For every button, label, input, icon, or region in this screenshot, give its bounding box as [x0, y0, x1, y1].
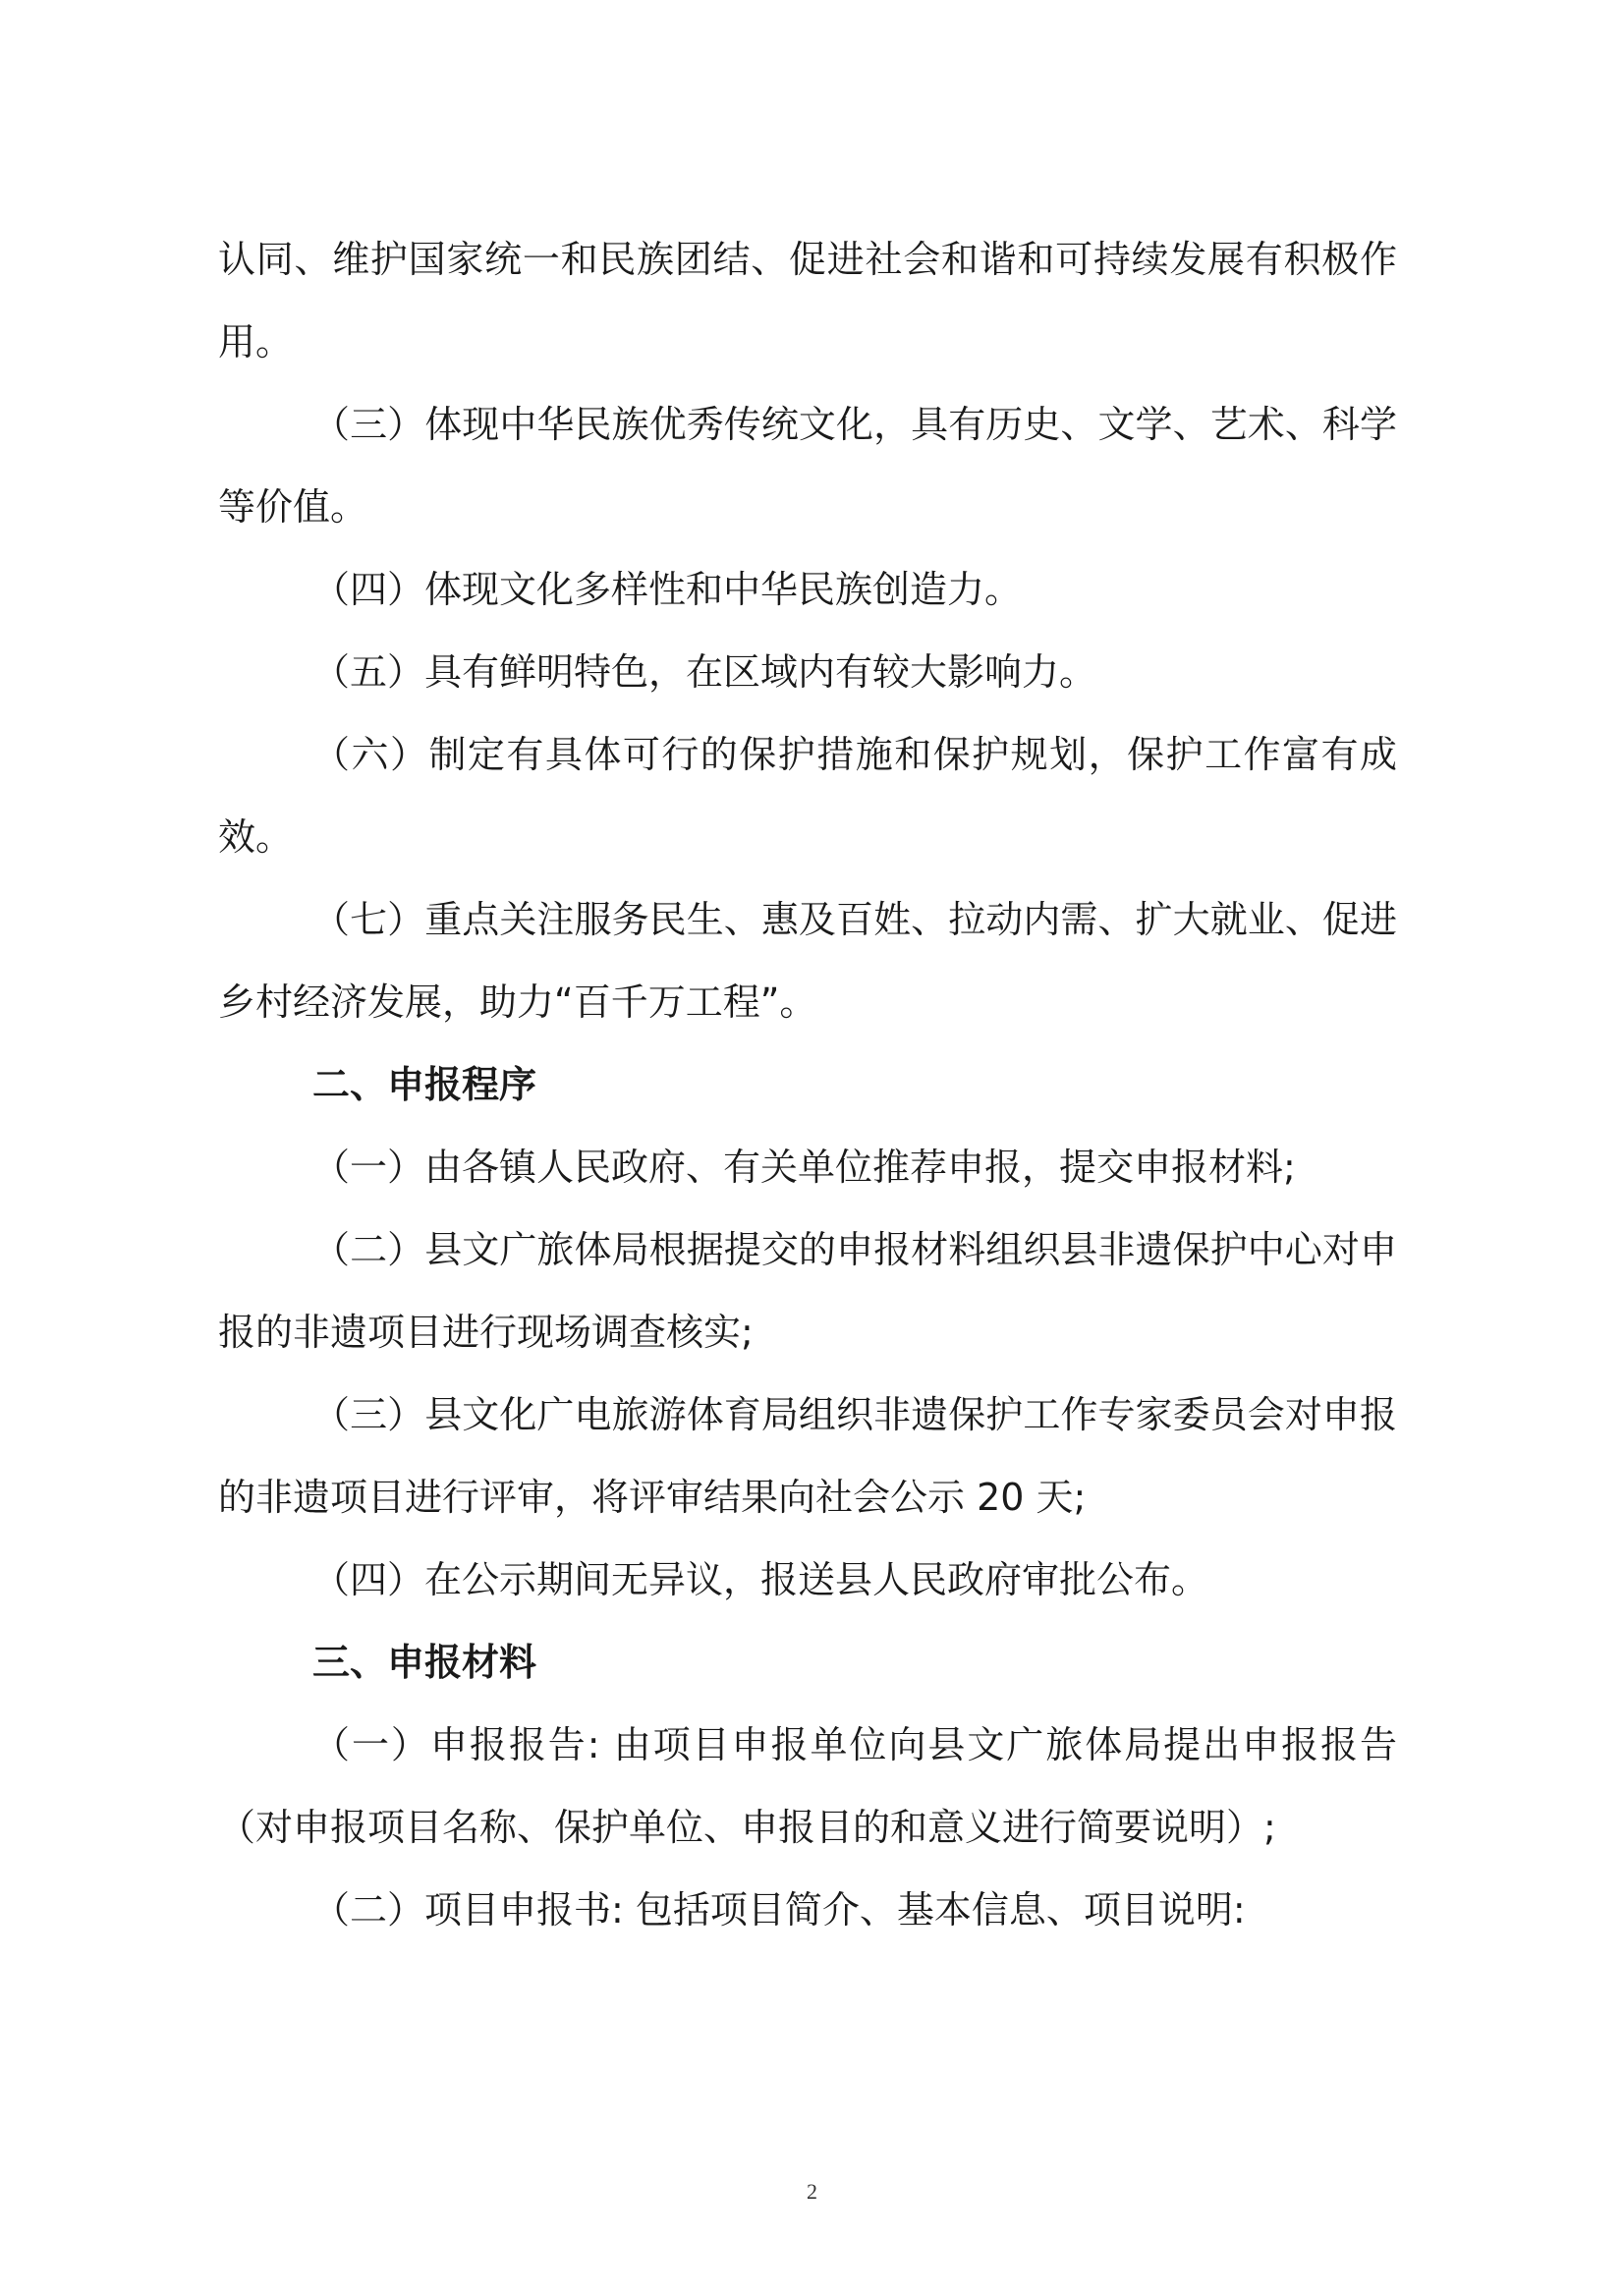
paragraph-criterion-7: （七）重点关注服务民生、惠及百姓、拉动内需、扩大就业、促进乡村经济发展，助力“百千万工程”。: [218, 898, 1397, 1024]
paragraph-procedure-1: （一）由各镇人民政府、有关单位推荐申报，提交申报材料;: [312, 1146, 1296, 1189]
document-body: [218, 218, 1397, 1951]
page-number: 2: [807, 2179, 817, 2204]
section-heading-materials: 三、申报材料: [312, 1641, 537, 1684]
paragraph-criterion-4: （四）体现文化多样性和中华民族创造力。: [312, 568, 1023, 611]
paragraph-materials-1: （一）申报报告: 由项目申报单位向县文广旅体局提出申报报告（对申报项目名称、保护单位、申报目的和意义进行简要说明）;: [218, 1723, 1397, 1849]
paragraph-continuation: 认同、维护国家统一和民族团结、促进社会和谐和可持续发展有积极作用。: [218, 238, 1397, 364]
paragraph-procedure-3: （三）县文化广电旅游体育局组织非遗保护工作专家委员会对申报的非遗项目进行评审，将评审结果向社会公示 20 天;: [218, 1393, 1397, 1519]
paragraph-procedure-2: （二）县文广旅体局根据提交的申报材料组织县非遗保护中心对申报的非遗项目进行现场调查核实;: [218, 1228, 1397, 1354]
paragraph-criterion-3: （三）体现中华民族优秀传统文化，具有历史、文学、艺术、科学等价值。: [218, 403, 1397, 529]
section-heading-procedure: 二、申报程序: [312, 1063, 537, 1106]
paragraph-criterion-5: （五）具有鲜明特色，在区域内有较大影响力。: [312, 650, 1097, 694]
paragraph-procedure-4: （四）在公示期间无异议，报送县人民政府审批公布。: [312, 1558, 1209, 1601]
paragraph-materials-2: （二）项目申报书: 包括项目简介、基本信息、项目说明:: [312, 1888, 1246, 1931]
paragraph-criterion-6: （六）制定有具体可行的保护措施和保护规划，保护工作富有成效。: [218, 733, 1397, 859]
